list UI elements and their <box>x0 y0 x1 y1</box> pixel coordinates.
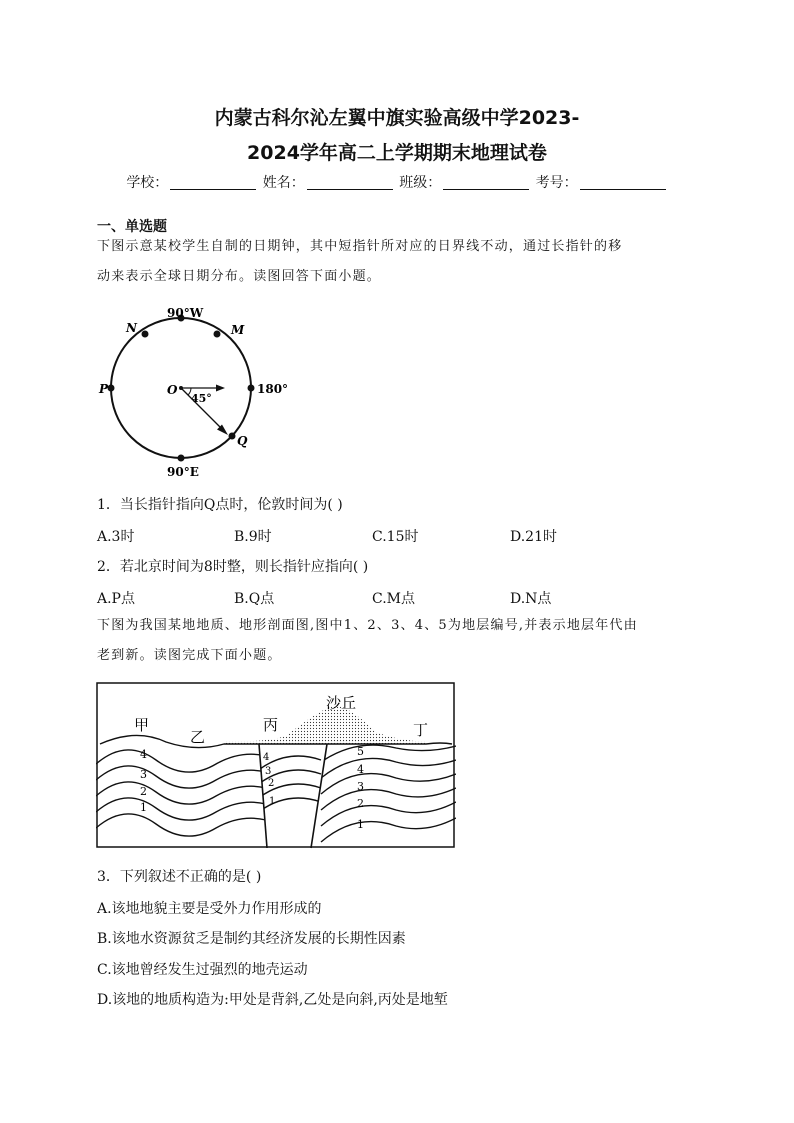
dot-right <box>248 385 255 392</box>
right-layer-1: 1 <box>357 818 364 831</box>
geologic-section-figure <box>96 682 456 850</box>
number-label: 考号： <box>535 175 578 191</box>
title-line-2: 2024学年高二上学期期末地理试卷 <box>247 142 547 164</box>
label-n: N <box>126 321 137 335</box>
q3-option-a[interactable]: A.该地地貌主要是受外力作用形成的 <box>97 901 322 917</box>
right-layer-2: 2 <box>357 797 364 810</box>
q2-option-c[interactable]: C.M点 <box>372 591 415 607</box>
right-layer-3: 3 <box>357 780 364 793</box>
intro-paragraph-2 <box>97 611 702 671</box>
date-clock-figure <box>95 298 295 483</box>
intro1-line-1: 下图示意某校学生自制的日期钟，其中短指针所对应的日界线不动，通过长指针的移 <box>97 239 623 254</box>
dot-m <box>214 331 221 338</box>
question-1-stem: 1．当长指针指向Q点时，伦敦时间为( ) <box>97 497 343 513</box>
label-q: Q <box>237 434 248 448</box>
left-layer-3: 3 <box>140 768 147 781</box>
q2-option-b[interactable]: B.Q点 <box>234 591 275 607</box>
q1-option-d[interactable]: D.21时 <box>510 529 557 545</box>
intro2-line-1: 下图为我国某地地质、地形剖面图,图中1、2、3、4、5为地层编号,并表示地层年代由 <box>97 618 638 633</box>
right-layer-numbers <box>357 745 364 831</box>
q3-option-c[interactable]: C.该地曾经发生过强烈的地壳运动 <box>97 962 308 978</box>
class-label: 班级： <box>399 175 442 191</box>
q2-option-a[interactable]: A.P点 <box>97 591 135 607</box>
mid-layer-3: 3 <box>265 766 272 777</box>
q3-option-b[interactable]: B.该地水资源贫乏是制约其经济发展的长期性因素 <box>97 931 406 947</box>
label-p: P <box>99 382 109 396</box>
label-yi: 乙 <box>190 728 206 746</box>
figure-frame <box>97 683 454 847</box>
q2-option-d[interactable]: D.N点 <box>510 591 552 607</box>
name-blank[interactable] <box>307 175 393 190</box>
school-blank[interactable] <box>170 175 256 190</box>
left-layer-4: 4 <box>140 748 147 761</box>
left-layer-2: 2 <box>140 785 147 798</box>
intro1-line-2: 动来表示全球日期分布。读图回答下面小题。 <box>97 269 382 284</box>
school-label: 学校： <box>126 175 169 191</box>
intro-paragraph-1 <box>97 232 702 292</box>
label-ding: 丁 <box>413 721 429 739</box>
label-jia: 甲 <box>134 716 150 734</box>
right-layer-4: 4 <box>357 763 364 776</box>
dot-n <box>142 331 149 338</box>
left-layer-1: 1 <box>140 801 147 814</box>
label-90e: 90°E <box>167 465 199 479</box>
mid-layer-4: 4 <box>263 752 270 763</box>
name-label: 姓名： <box>262 175 305 191</box>
label-angle: 45° <box>191 392 212 405</box>
q1-option-c[interactable]: C.15时 <box>372 529 419 545</box>
intro2-line-2: 老到新。读图完成下面小题。 <box>97 648 282 663</box>
q1-option-b[interactable]: B.9时 <box>234 529 272 545</box>
label-dune: 沙丘 <box>326 694 357 712</box>
mid-layer-2: 2 <box>268 778 275 789</box>
label-180: 180° <box>257 382 289 396</box>
student-info-row <box>0 172 794 192</box>
dot-bottom <box>178 455 185 462</box>
q3-option-d[interactable]: D.该地的地质构造为:甲处是背斜,乙处是向斜,丙处是地堑 <box>97 992 448 1008</box>
title-line-1: 内蒙古科尔沁左翼中旗实验高级中学2023- <box>214 107 580 129</box>
number-blank[interactable] <box>580 175 666 190</box>
short-hand-arrow <box>216 385 225 392</box>
dot-p <box>108 385 115 392</box>
right-layer-5: 5 <box>357 745 364 758</box>
q1-option-a[interactable]: A.3时 <box>97 529 135 545</box>
question-3-stem: 3．下列叙述不正确的是( ) <box>97 869 262 885</box>
label-90w: 90°W <box>167 306 204 320</box>
label-o: O <box>167 383 178 397</box>
label-m: M <box>231 323 245 337</box>
class-blank[interactable] <box>443 175 529 190</box>
section-heading: 一、单选题 <box>97 219 167 235</box>
mid-layer-1: 1 <box>269 796 276 807</box>
dot-q <box>229 433 236 440</box>
label-bing: 丙 <box>263 716 279 734</box>
question-2-stem: 2．若北京时间为8时整，则长指针应指向( ) <box>97 559 369 575</box>
